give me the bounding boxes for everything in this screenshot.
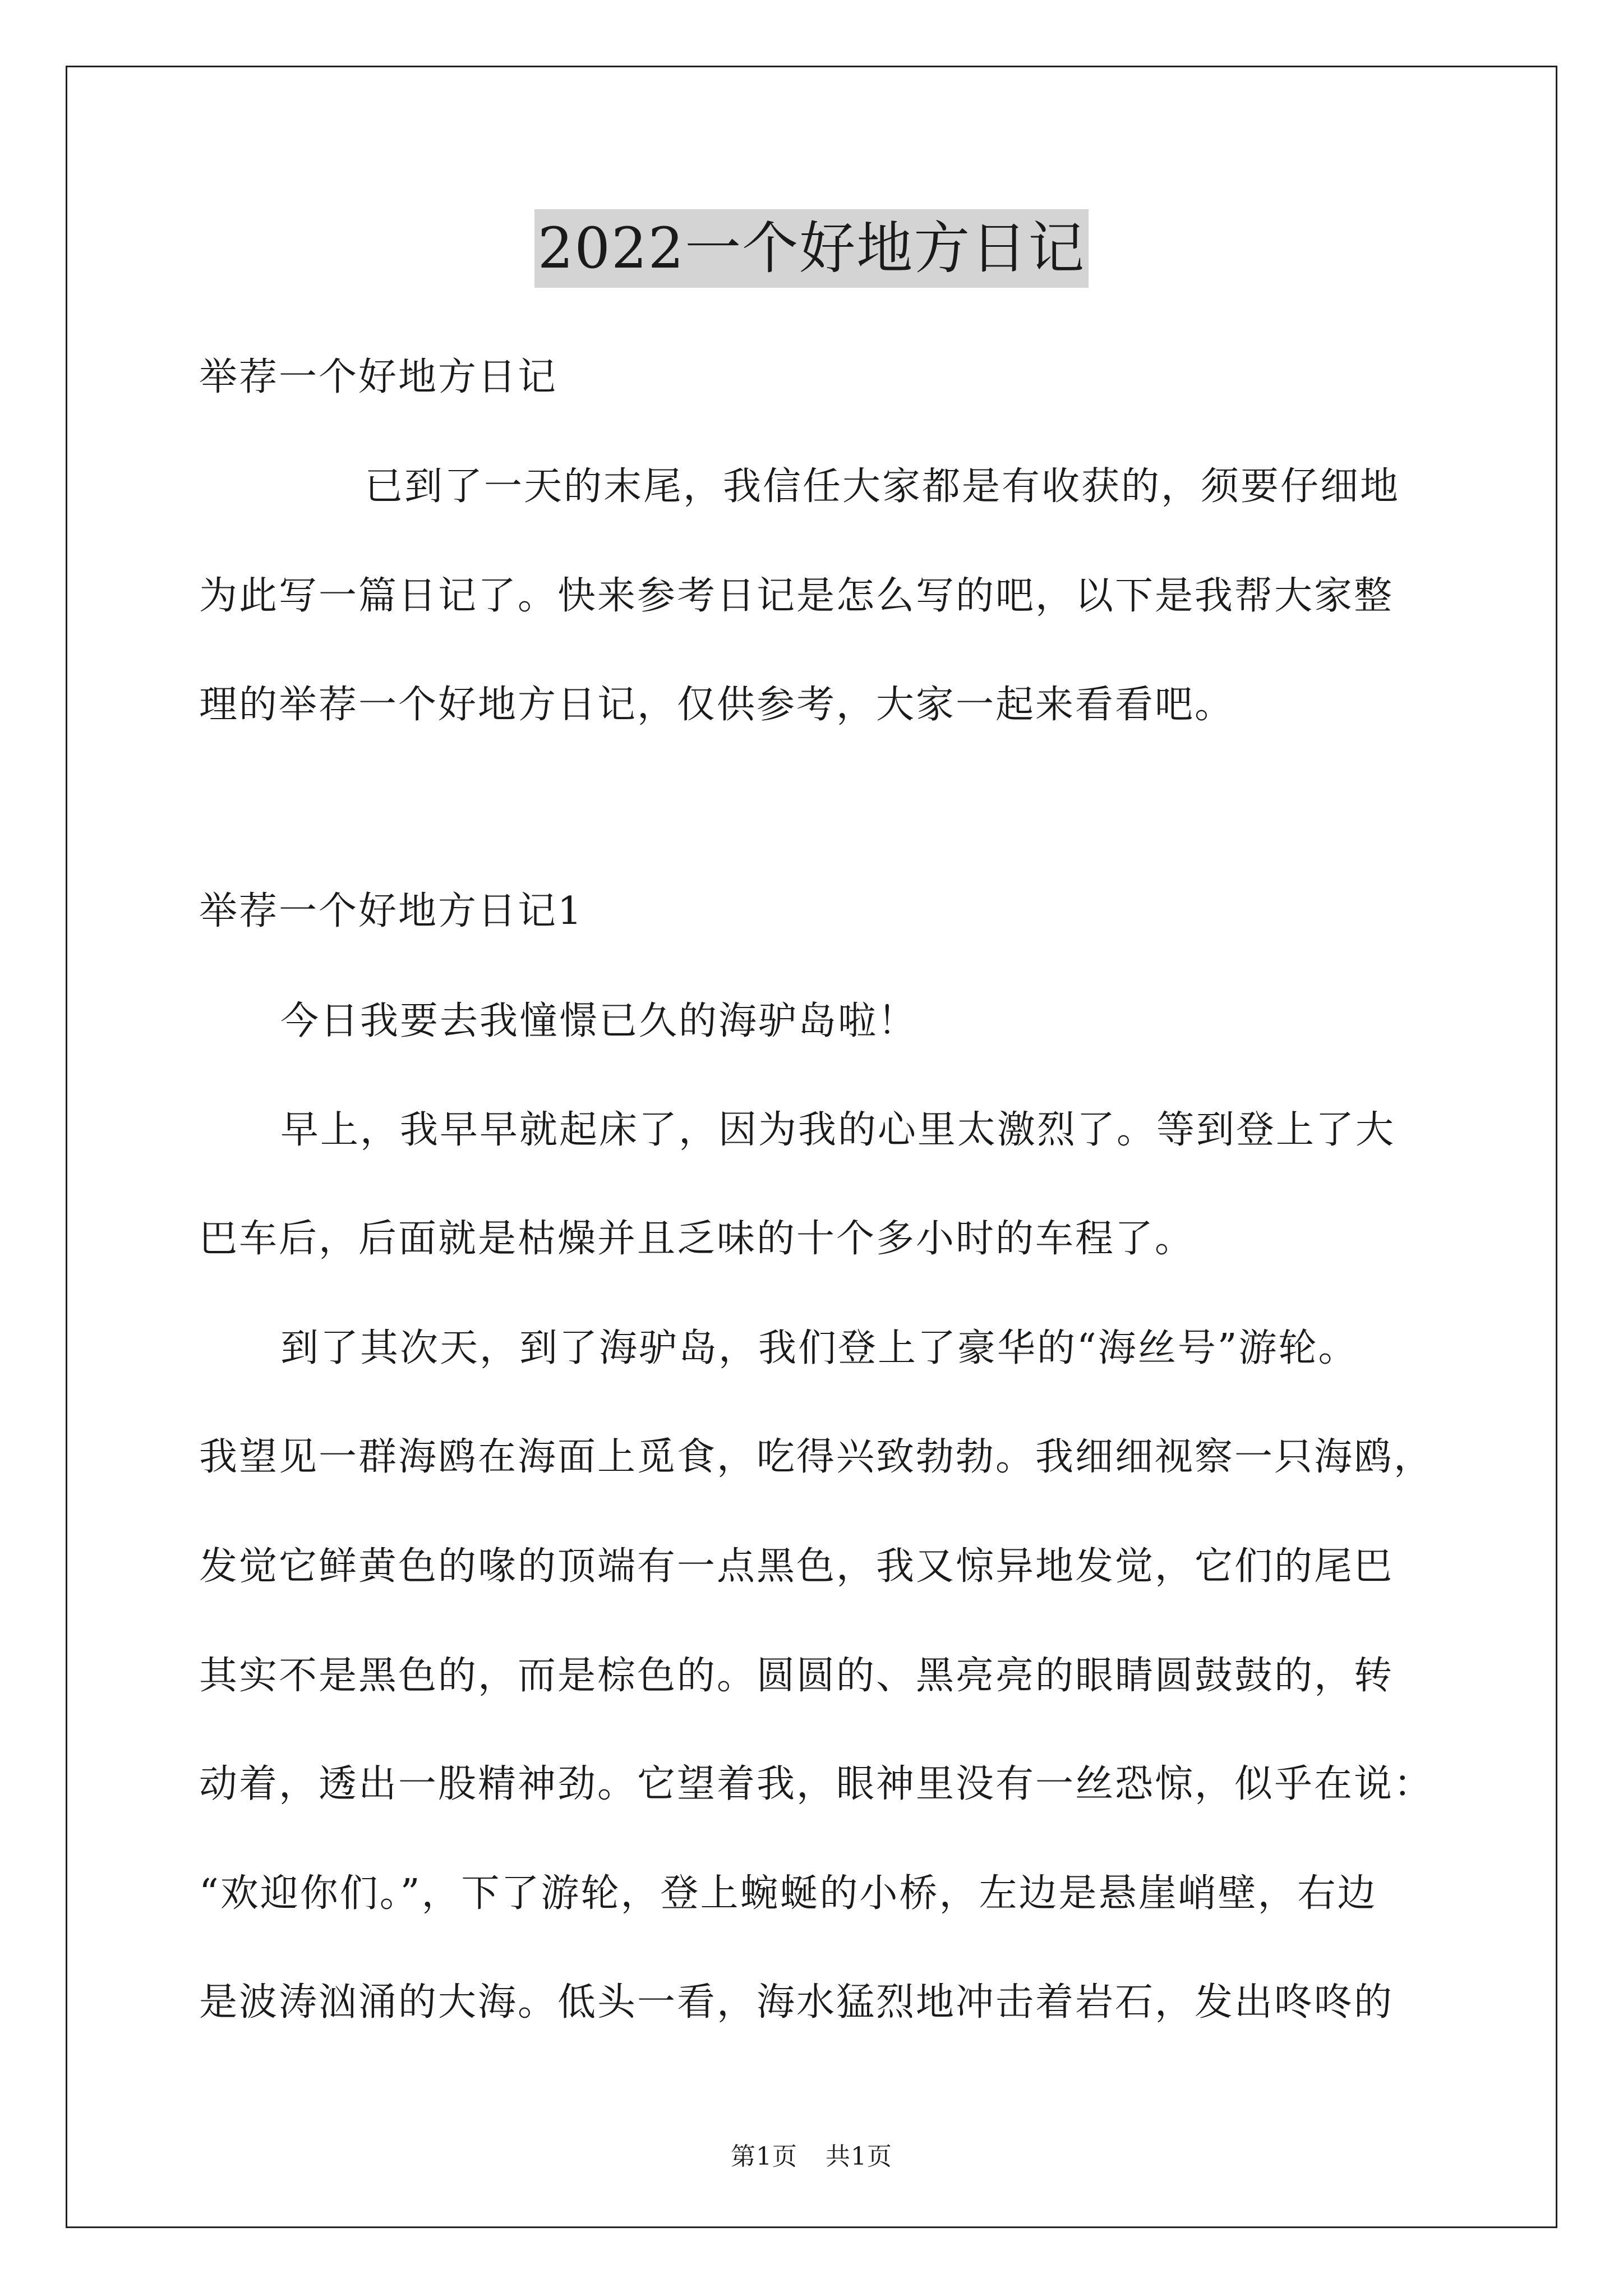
paragraph-line: 理的举荐一个好地方日记，仅供参考，大家一起来看看吧。 (199, 683, 1235, 727)
paragraph-line: 已到了一天的末尾，我信任大家都是有收获的，须要仔细地 (365, 464, 1400, 509)
paragraph-line: 是波涛汹涌的大海。低头一看，海水猛烈地冲击着岩石，发出咚咚的 (199, 1980, 1394, 2024)
paragraph-line: 早上，我早早就起床了，因为我的心里太激烈了。等到登上了大 (280, 1108, 1396, 1152)
paragraph-line: 巴车后，后面就是枯燥并且乏味的十个多小时的车程了。 (199, 1217, 1195, 1261)
paragraph-line: 发觉它鲜黄色的喙的顶端有一点黑色，我又惊异地发觉，它们的尾巴 (199, 1544, 1394, 1589)
title-container (0, 209, 1623, 288)
paragraph-line: 到了其次天，到了海驴岛，我们登上了豪华的“海丝号”游轮。 (280, 1326, 1358, 1370)
section-heading: 举荐一个好地方日记1 (199, 889, 584, 933)
subtitle: 举荐一个好地方日记 (199, 355, 558, 399)
paragraph-line: “欢迎你们。”，下了游轮，登上蜿蜒的小桥，左边是悬崖峭壁，右边 (199, 1871, 1377, 1916)
page-footer (0, 2140, 1623, 2174)
paragraph-line: 其实不是黑色的，而是棕色的。圆圆的、黑亮亮的眼睛圆鼓鼓的，转 (199, 1654, 1394, 1698)
paragraph-line: 我望见一群海鸥在海面上觅食，吃得兴致勃勃。我细细视察一只海鸥， (199, 1435, 1434, 1479)
page-number: 第1页 (731, 2142, 797, 2171)
paragraph-line: 为此写一篇日记了。快来参考日记是怎么写的吧，以下是我帮大家整 (199, 574, 1394, 618)
page-total: 共1页 (826, 2142, 892, 2171)
document-title: 2022一个好地方日记 (534, 209, 1089, 288)
paragraph-line: 今日我要去我憧憬已久的海驴岛啦！ (280, 999, 918, 1043)
paragraph-line: 动着，透出一股精神劲。它望着我，眼神里没有一丝恐惊，似乎在说： (199, 1762, 1434, 1806)
